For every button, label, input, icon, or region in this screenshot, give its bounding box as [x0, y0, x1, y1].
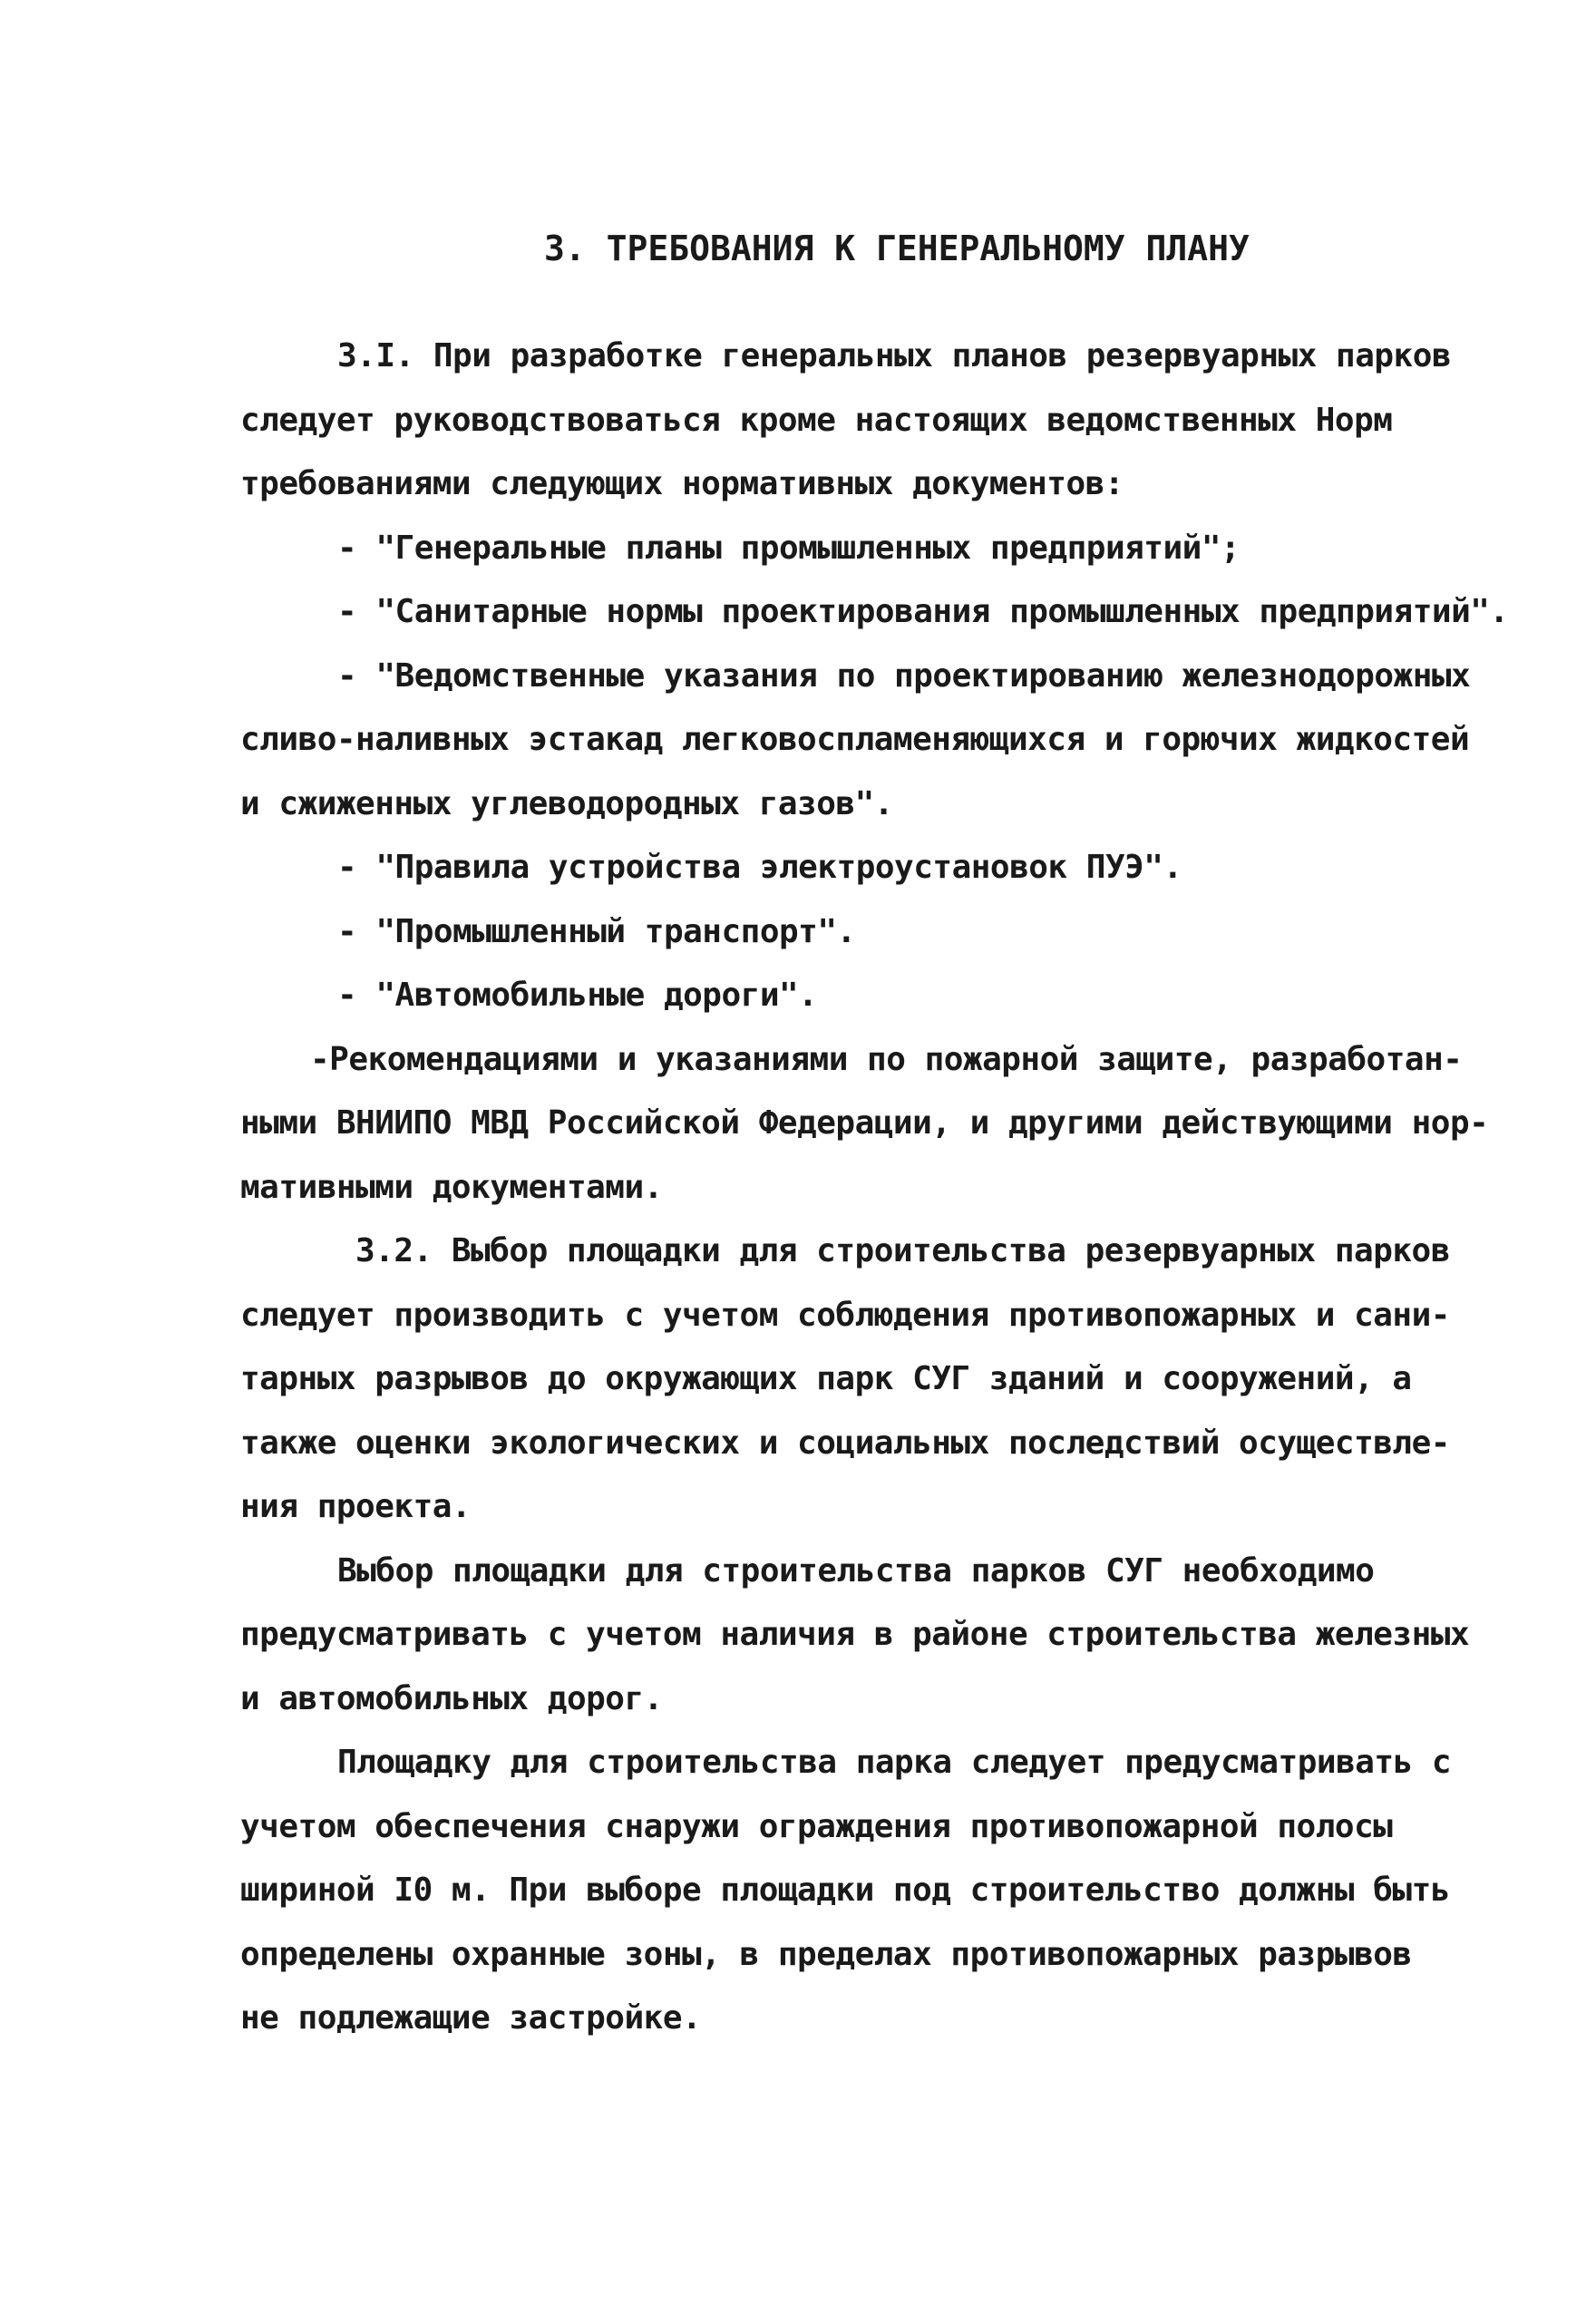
text-line: - "Ведомственные указания по проектированию железнодорожных	[337, 657, 1471, 695]
text-line: не подлежащие застройке.	[240, 1999, 702, 2037]
text-line: ными ВНИИПО МВД Российской Федерации, и другими действующими нор-	[240, 1104, 1489, 1142]
text-line: сливо-наливных эстакад легковоспламеняющихся и горючих жидкостей	[240, 721, 1470, 758]
text-line: и сжиженных углеводородных газов".	[240, 785, 893, 822]
text-line: - "Санитарные нормы проектирования промышленных предприятий".	[337, 593, 1509, 630]
text-line: - "Автомобильные дороги".	[337, 977, 818, 1014]
text-line: - "Правила устройства электроустановок ПУЭ".	[337, 849, 1182, 886]
text-line: - "Генеральные планы промышленных предприятий";	[337, 530, 1241, 567]
text-line: тарных разрывов до окружающих парк СУГ зданий и сооружений, а	[240, 1360, 1412, 1397]
section-heading: 3. ТРЕБОВАНИЯ К ГЕНЕРАЛЬНОМУ ПЛАНУ	[544, 229, 1250, 268]
text-line: определены охранные зоны, в пределах противопожарных разрывов	[240, 1936, 1412, 1973]
text-line: Выбор площадки для строительства парков СУГ необходимо	[337, 1552, 1375, 1590]
text-line: учетом обеспечения снаружи ограждения противопожарной полосы	[240, 1808, 1393, 1845]
text-line: 3.2. Выбор площадки для строительства резервуарных парков	[355, 1232, 1450, 1269]
text-line: Площадку для строительства парка следует предусматривать с	[337, 1744, 1452, 1781]
text-line: - "Промышленный транспорт".	[337, 913, 856, 950]
text-line: -Рекомендациями и указаниями по пожарной защите, разработан-	[310, 1041, 1463, 1078]
text-line: 3.I. При разработке генеральных планов резервуарных парков	[337, 337, 1452, 374]
text-line: и автомобильных дорог.	[240, 1680, 663, 1717]
text-line: шириной I0 м. При выборе площадки под строительство должны быть	[240, 1872, 1450, 1909]
text-line: ния проекта.	[240, 1488, 472, 1525]
text-line: требованиями следующих нормативных документов:	[240, 465, 1124, 502]
text-line: мативными документами.	[240, 1169, 663, 1206]
text-line: предусматривать с учетом наличия в районе строительства железных	[240, 1616, 1470, 1653]
text-line: следует производить с учетом соблюдения противопожарных и сани-	[240, 1297, 1450, 1334]
text-line: следует руководствоваться кроме настоящих ведомственных Норм	[240, 402, 1393, 439]
text-line: также оценки экологических и социальных последствий осуществле-	[240, 1425, 1450, 1462]
